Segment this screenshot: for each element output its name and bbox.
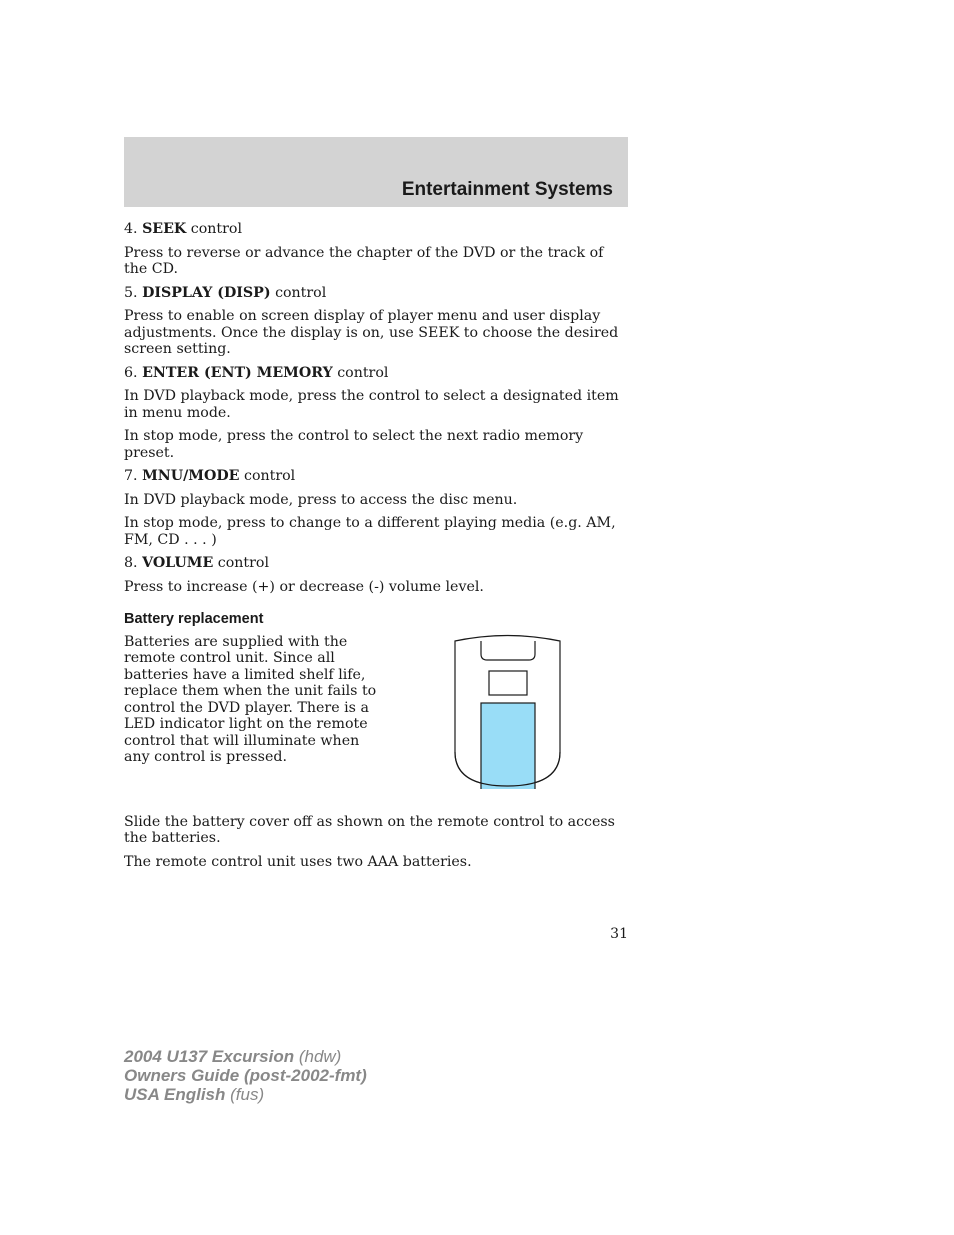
footer-model-code: (hdw) xyxy=(294,1047,342,1066)
item-suffix: control xyxy=(244,468,296,484)
section-header-band xyxy=(124,137,628,207)
item-name: DISPLAY (DISP) xyxy=(142,284,271,301)
item-description: Press to enable on screen display of player menu and user display adjustments. Once the display is on, use SEEK to choose the desired screen setting. xyxy=(124,308,619,357)
control-item-display xyxy=(124,285,628,358)
item-name: SEEK xyxy=(142,221,187,237)
item-number: 8. xyxy=(124,555,138,571)
item-heading xyxy=(124,468,628,485)
item-number: 5. xyxy=(124,284,138,301)
battery-slide-instruction: Slide the battery cover off as shown on the remote control to access the batteries. xyxy=(124,813,615,846)
item-heading xyxy=(124,221,628,238)
main-content xyxy=(124,221,628,877)
item-heading xyxy=(124,365,628,382)
item-number: 7. xyxy=(124,468,138,484)
battery-section xyxy=(124,634,628,804)
document-footer xyxy=(124,1047,367,1104)
item-description: Press to reverse or advance the chapter of the DVD or the track of the CD. xyxy=(124,244,604,277)
footer-language: USA English xyxy=(124,1085,226,1104)
remote-display-window xyxy=(489,671,527,695)
control-item-volume xyxy=(124,555,628,595)
remote-battery-cover-illustration xyxy=(452,634,564,789)
footer-guide: Owners Guide (post-2002-fmt) xyxy=(124,1066,367,1085)
control-item-mnu-mode xyxy=(124,468,628,548)
control-item-enter-memory xyxy=(124,365,628,462)
page-number: 31 xyxy=(610,926,628,942)
control-item-seek xyxy=(124,221,628,278)
item-name: MNU/MODE xyxy=(142,468,240,484)
section-title: Entertainment Systems xyxy=(401,179,613,200)
item-suffix: control xyxy=(217,555,269,571)
battery-type-note: The remote control unit uses two AAA batteries. xyxy=(124,853,472,870)
footer-model: 2004 U137 Excursion xyxy=(124,1047,295,1066)
item-suffix: control xyxy=(337,364,389,381)
footer-line-model xyxy=(124,1047,367,1066)
battery-cover xyxy=(481,703,535,789)
item-suffix: control xyxy=(275,284,327,301)
battery-intro: Batteries are supplied with the remote control unit. Since all batteries have a limited shelf life, replace them when the unit fails to control the DVD player. There is a LED indicator light on the remote control that will illuminate when any control is pressed. xyxy=(124,633,377,765)
item-name: ENTER (ENT) MEMORY xyxy=(142,364,333,381)
item-suffix: control xyxy=(190,221,242,237)
item-description: In stop mode, press to change to a different playing media (e.g. AM, FM, CD . . . ) xyxy=(124,515,616,548)
item-number: 6. xyxy=(124,364,138,381)
item-heading xyxy=(124,285,628,302)
footer-language-code: (fus) xyxy=(225,1085,265,1104)
item-description: Press to increase (+) or decrease (-) volume level. xyxy=(124,578,484,595)
item-description: In DVD playback mode, press the control to select a designated item in menu mode. xyxy=(124,388,619,421)
item-name: VOLUME xyxy=(142,555,214,571)
footer-line-language xyxy=(124,1085,367,1104)
item-number: 4. xyxy=(124,221,138,237)
item-heading xyxy=(124,555,628,572)
item-description: In DVD playback mode, press to access the disc menu. xyxy=(124,491,518,508)
item-description: In stop mode, press the control to select the next radio memory preset. xyxy=(124,428,584,461)
battery-heading: Battery replacement xyxy=(124,611,264,627)
